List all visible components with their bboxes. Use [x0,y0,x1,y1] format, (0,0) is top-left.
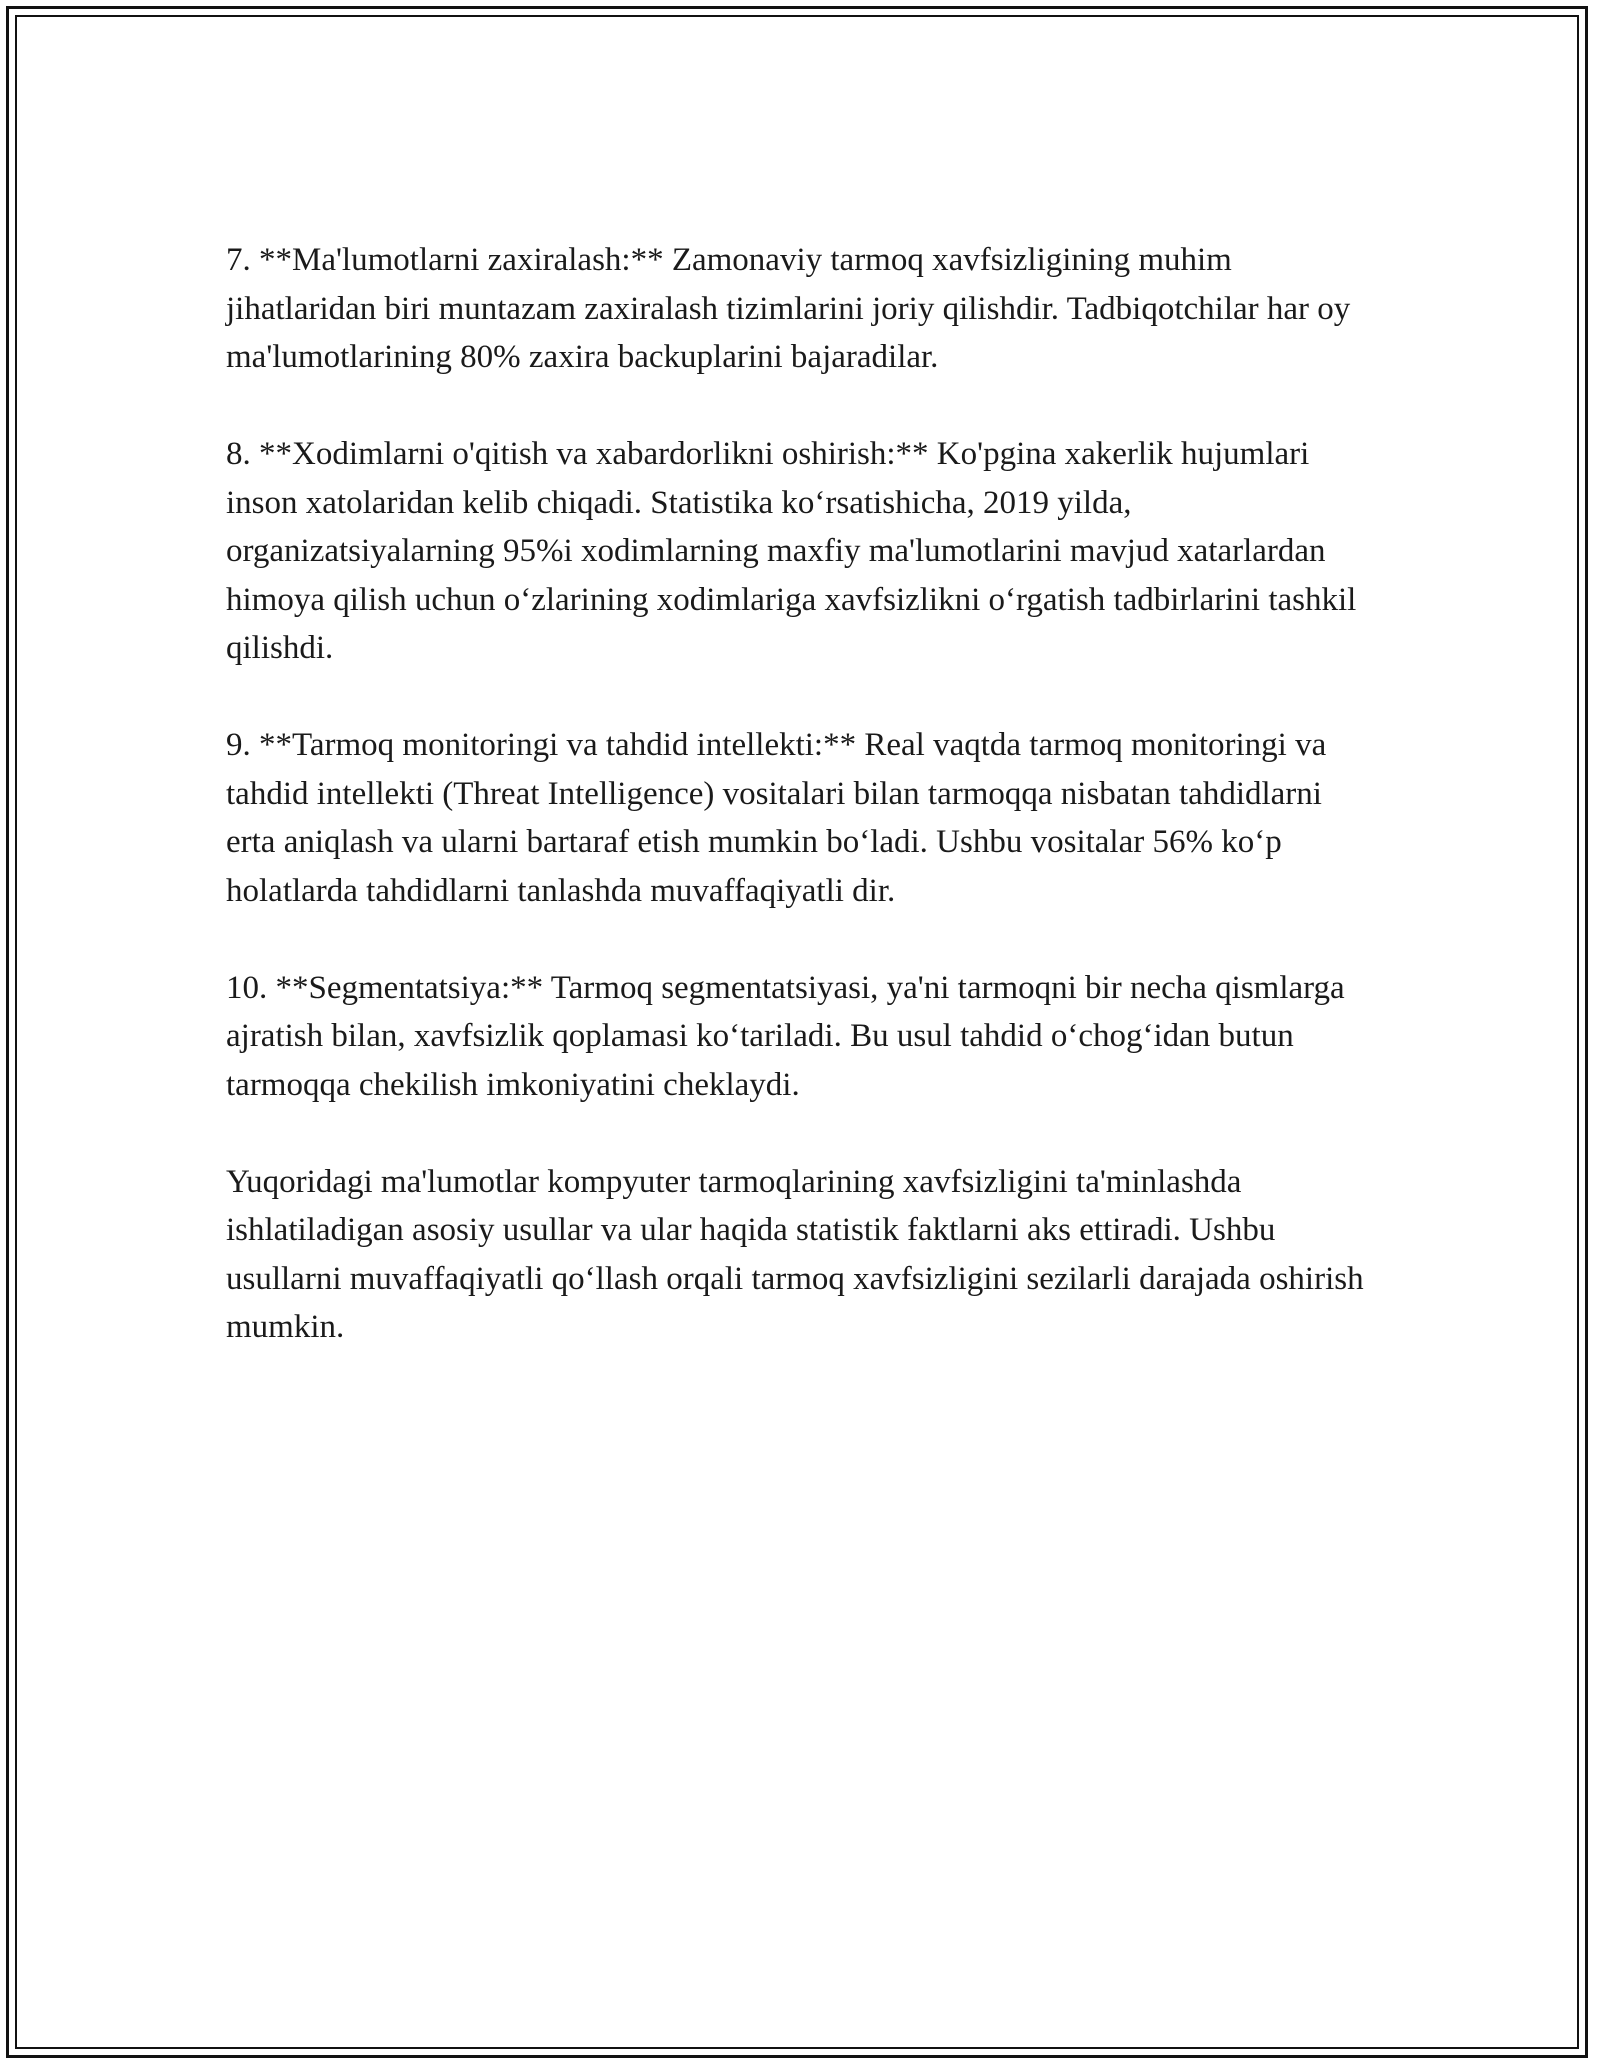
paragraph-monitoring: 9. **Tarmoq monitoringi va tahdid intellekti:** Real vaqtda tarmoq monitoringi va tahdid intellekti (Threat Intelligence) vositalari bilan tarmoqqa nisbatan tahdidlarni erta aniqlash va ularni bartaraf etish mumkin bo‘ladi. Ushbu vositalar 56% ko‘p holatlarda tahdidlarni tanlashda muvaffaqiyatli dir. [226,727,1327,909]
document-body [226,236,1376,1400]
paragraph-segmentation: 10. **Segmentatsiya:** Tarmoq segmentatsiyasi, ya'ni tarmoqni bir necha qismlarga ajratish bilan, xavfsizlik qoplamasi ko‘tariladi. Bu usul tahdid o‘chog‘idan butun tarmoqqa chekilish imkoniyatini cheklaydi. [226,969,1345,1103]
paragraph-backup: 7. **Ma'lumotlarni zaxiralash:** Zamonaviy tarmoq xavfsizligining muhim jihatlaridan biri muntazam zaxiralash tizimlarini joriy qilishdir. Tadbiqotchilar har oy ma'lumotlarining 80% zaxira backuplarini bajaradilar. [226,242,1351,375]
paragraph-conclusion: Yuqoridagi ma'lumotlar kompyuter tarmoqlarining xavfsizligini ta'minlashda ishlatiladigan asosiy usullar va ular haqida statistik faktlarni aks ettiradi. Ushbu usullarni muvaffaqiyatli qo‘llash orqali tarmoq xavfsizligini sezilarli darajada oshirish mumkin. [226,1163,1364,1345]
paragraph-staff-training: 8. **Xodimlarni o'qitish va xabardorlikni oshirish:** Ko'pgina xakerlik hujumlari inson xatolaridan kelib chiqadi. Statistika ko‘rsatishicha, 2019 yilda, organizatsiyalarning 95%i xodimlarning maxfiy ma'lumotlarini mavjud xatarlardan himoya qilish uchun o‘zlarining xodimlariga xavfsizlikni o‘rgatish tadbirlarini tashkil qilishdi. [226,436,1357,666]
